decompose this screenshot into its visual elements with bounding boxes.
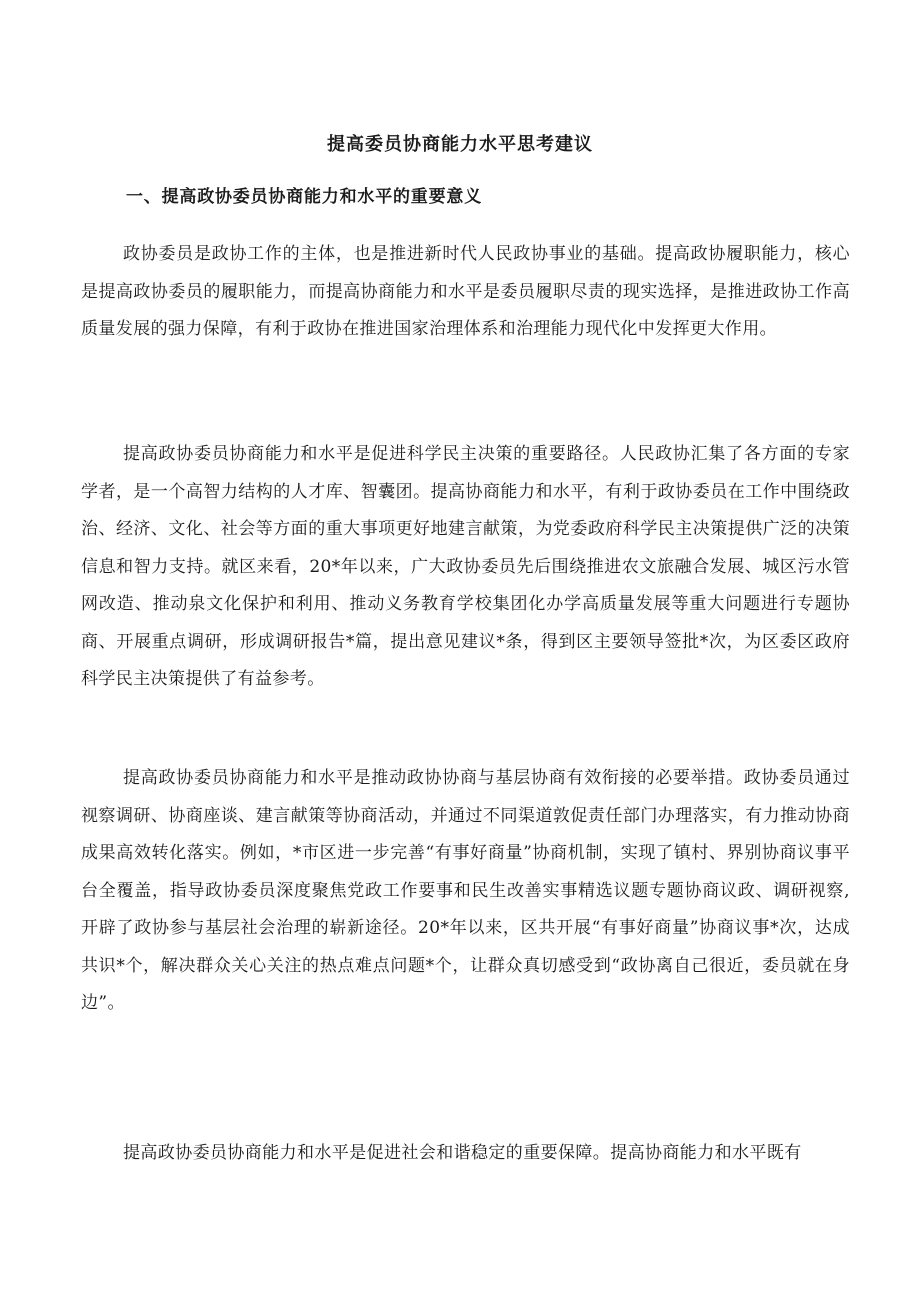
body-paragraph: 提高政协委员协商能力和水平是促进社会和谐稳定的重要保障。提高协商能力和水平既有	[123, 1143, 802, 1163]
body-paragraph: 提高政协委员协商能力和水平是促进科学民主决策的重要路径。人民政协汇集了各方面的专家学者，是一个高智力结构的人才库、智囊团。提高协商能力和水平，有利于政协委员在工作中围绕政治、经济、文化、社会等方面的重大事项更好地建言献策，为党委政府科学民主决策提供广泛的决策信息和智力支持。就区来看，20*年以来，广大政协委员先后围绕推进农文旅融合发展、城区污水管网改造、推动泉文化保护和利用、推动义务教育学校集团化办学高质量发展等重大问题进行专题协商、开展重点调研，形成调研报告*篇，提出意见建议*条，得到区主要领导签批*次，为区委区政府科学民主决策提供了有益参考。	[81, 444, 850, 689]
body-paragraph: 政协委员是政协工作的主体，也是推进新时代人民政协事业的基础。提高政协履职能力，核心是提高政协委员的履职能力，而提高协商能力和水平是委员履职尽责的现实选择，是推进政协工作高质量发展的强力保障，有利于政协在推进国家治理体系和治理能力现代化中发挥更大作用。	[81, 244, 850, 339]
body-paragraph: 提高政协委员协商能力和水平是推动政协协商与基层协商有效衔接的必要举措。政协委员通过视察调研、协商座谈、建言献策等协商活动，并通过不同渠道敦促责任部门办理落实，有力推动协商成果高效转化落实。例如，*市区进一步完善“有事好商量”协商机制，实现了镇村、界别协商议事平台全覆盖，指导政协委员深度聚焦党政工作要事和民生改善实事精选议题专题协商议政、调研视察,开辟了政协参与基层社会治理的崭新途径。20*年以来，区共开展“有事好商量”协商议事*次，达成共识*个，解决群众关心关注的热点难点问题*个，让群众真切感受到“政协离自己很近，委员就在身边”。	[81, 768, 850, 1013]
section-heading: 一、提高政协委员协商能力和水平的重要意义	[126, 187, 482, 207]
document-title: 提高委员协商能力水平思考建议	[327, 134, 593, 155]
